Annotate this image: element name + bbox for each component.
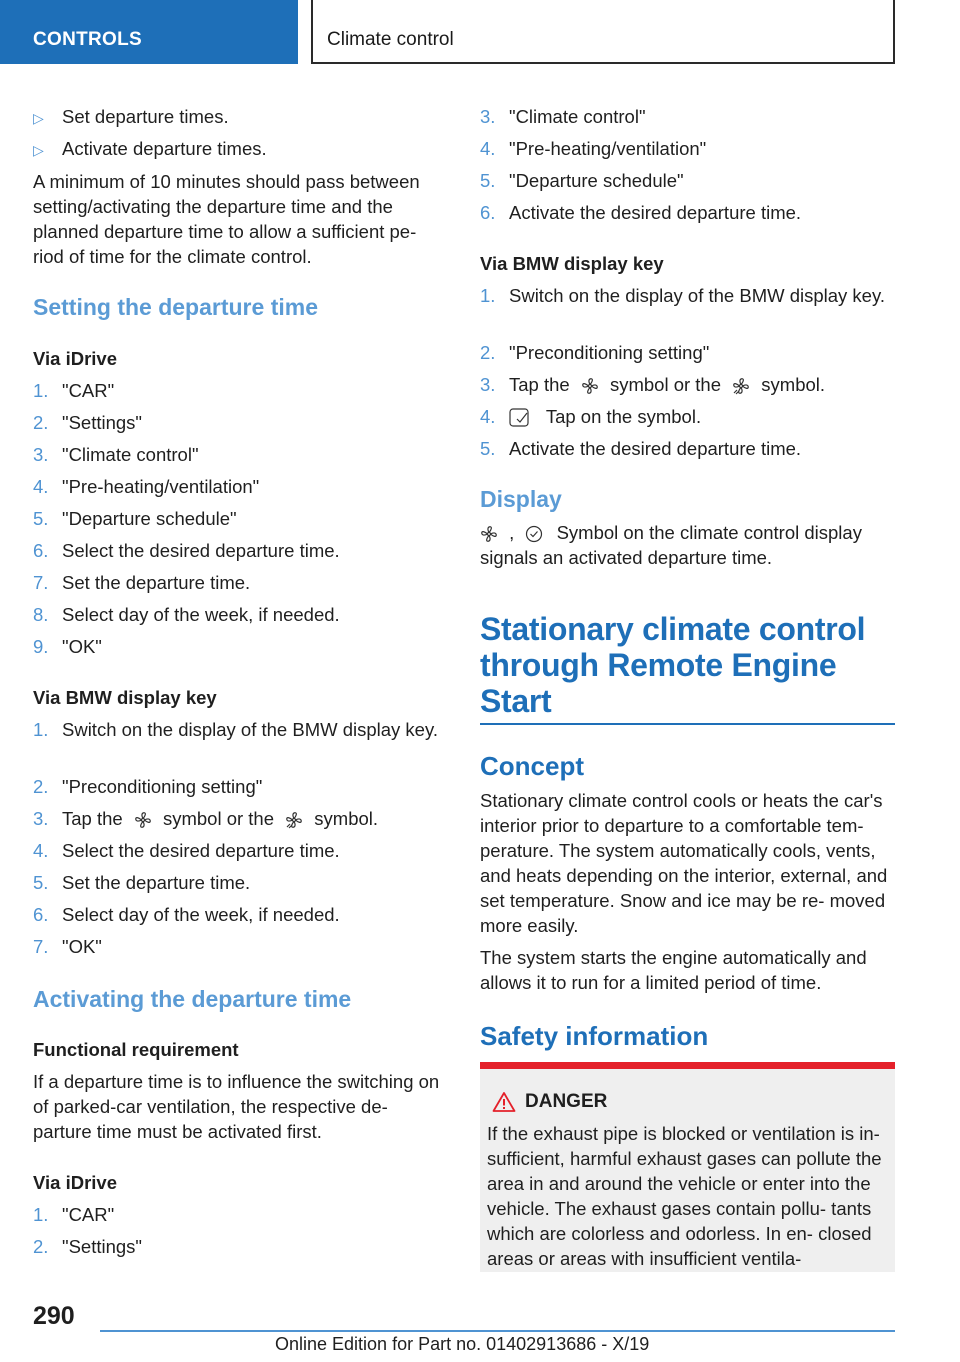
intro-paragraph: A minimum of 10 minutes should pass between setting/activating the departure time and the planned departure time to allow a sufficient pe- riod of time for the climate control. [33, 171, 420, 267]
fan-heat-icon [285, 811, 303, 829]
display-paragraph: , Symbol on the climate control display signals an activated departure time. [480, 522, 862, 568]
triangle-bullet-icon: ▷ [33, 110, 44, 126]
page-number: 290 [33, 1302, 75, 1330]
subheading-via-key: Via BMW display key [480, 253, 664, 274]
danger-label: DANGER [525, 1091, 608, 1112]
list-item: ▷ Activate departure times. [33, 136, 267, 163]
list-item: 3. "Climate control" [33, 444, 199, 465]
subheading-functional-requirement: Functional requirement [33, 1039, 239, 1060]
list-item: 5. Set the departure time. [33, 872, 251, 893]
list-item: 7. "OK" [33, 936, 102, 957]
list-item: 5. "Departure schedule" [480, 170, 684, 191]
triangle-bullet-icon: ▷ [33, 142, 44, 158]
fan-icon [134, 811, 152, 829]
list-item: 4. "Pre-heating/ventilation" [480, 138, 707, 159]
heading-display: Display [480, 486, 562, 512]
concept-paragraph-2: The system starts the engine automatically and allows it to run for a limited period of time. [480, 947, 867, 993]
danger-text: If the exhaust pipe is blocked or ventilation is in- sufficient, harmful exhaust gases can pollute the area in and around the vehicle or enter into the vehicle. The exhaust gases contain pollu- tants which are colorless and odorless. In en- closed areas or areas with insufficient ventila- [487, 1123, 882, 1269]
list-item: 4. "Pre-heating/ventilation" [33, 476, 260, 497]
footer-edition: Online Edition for Part no. 01402913686 - X/19 [275, 1334, 650, 1354]
warning-triangle-icon [492, 1091, 516, 1113]
main-heading: Stationary climate control through Remote Engine Start [480, 611, 866, 719]
list-item: 2. "Settings" [33, 412, 142, 433]
danger-box [480, 1062, 895, 1272]
heading-safety: Safety information [480, 1021, 709, 1051]
section-title: CONTROLS [33, 29, 143, 50]
list-item: 1. Switch on the display of the BMW display key. [33, 719, 438, 740]
functional-requirement-text: If a departure time is to influence the switching on of parked-car ventilation, the respective de- parture time must be activated first. [33, 1071, 440, 1142]
list-item: 5. Activate the desired departure time. [480, 438, 802, 459]
list-item: 8. Select day of the week, if needed. [33, 604, 340, 625]
list-item: 4. Select the desired departure time. [33, 840, 340, 861]
heading-concept: Concept [480, 751, 584, 781]
list-item: 2. "Preconditioning setting" [33, 776, 263, 797]
list-item: 3. "Climate control" [480, 106, 646, 127]
section-tab [0, 0, 298, 64]
heading-rule [480, 723, 895, 725]
concept-paragraph-1: Stationary climate control cools or heats the car's interior prior to departure to a comfortable tem- perature. The system automatically cools, vents, and heats depending on the interior, external, and set temperature. Snow and ice may be re- moved more easily. [480, 790, 888, 936]
list-item: 5. "Departure schedule" [33, 508, 237, 529]
danger-bar [480, 1062, 895, 1069]
fan-icon [581, 377, 599, 395]
confirm-timer-icon [509, 408, 531, 428]
list-item: 6. Select day of the week, if needed. [33, 904, 340, 925]
fan-heat-icon [732, 377, 750, 395]
heading-activating: Activating the departure time [33, 986, 352, 1012]
list-item: 3. Tap the symbol or the symbol. [33, 808, 379, 829]
list-item: 7. Set the departure time. [33, 572, 251, 593]
list-item: 2. "Preconditioning setting" [480, 342, 710, 363]
subheading-via-key: Via BMW display key [33, 687, 217, 708]
timer-check-icon [525, 525, 543, 543]
chapter-title: Climate control [327, 29, 454, 50]
subheading-via-idrive: Via iDrive [33, 348, 117, 369]
list-item: 1. "CAR" [33, 1204, 115, 1225]
heading-setting: Setting the departure time [33, 294, 318, 320]
footer-rule [100, 1330, 895, 1332]
list-item: ▷ Set departure times. [33, 104, 229, 131]
list-item: 3. Tap the symbol or the symbol. [480, 374, 826, 395]
list-item: 4. Tap on the symbol. [480, 406, 702, 427]
list-item: 6. Select the desired departure time. [33, 540, 340, 561]
list-item: 1. "CAR" [33, 380, 115, 401]
list-item: 2. "Settings" [33, 1236, 142, 1257]
list-item: 6. Activate the desired departure time. [480, 202, 802, 223]
list-item: 1. Switch on the display of the BMW display key. [480, 285, 885, 306]
fan-icon [480, 525, 498, 543]
chapter-tab [311, 0, 895, 64]
subheading-via-idrive-2: Via iDrive [33, 1172, 117, 1193]
list-item: 9. "OK" [33, 636, 102, 657]
